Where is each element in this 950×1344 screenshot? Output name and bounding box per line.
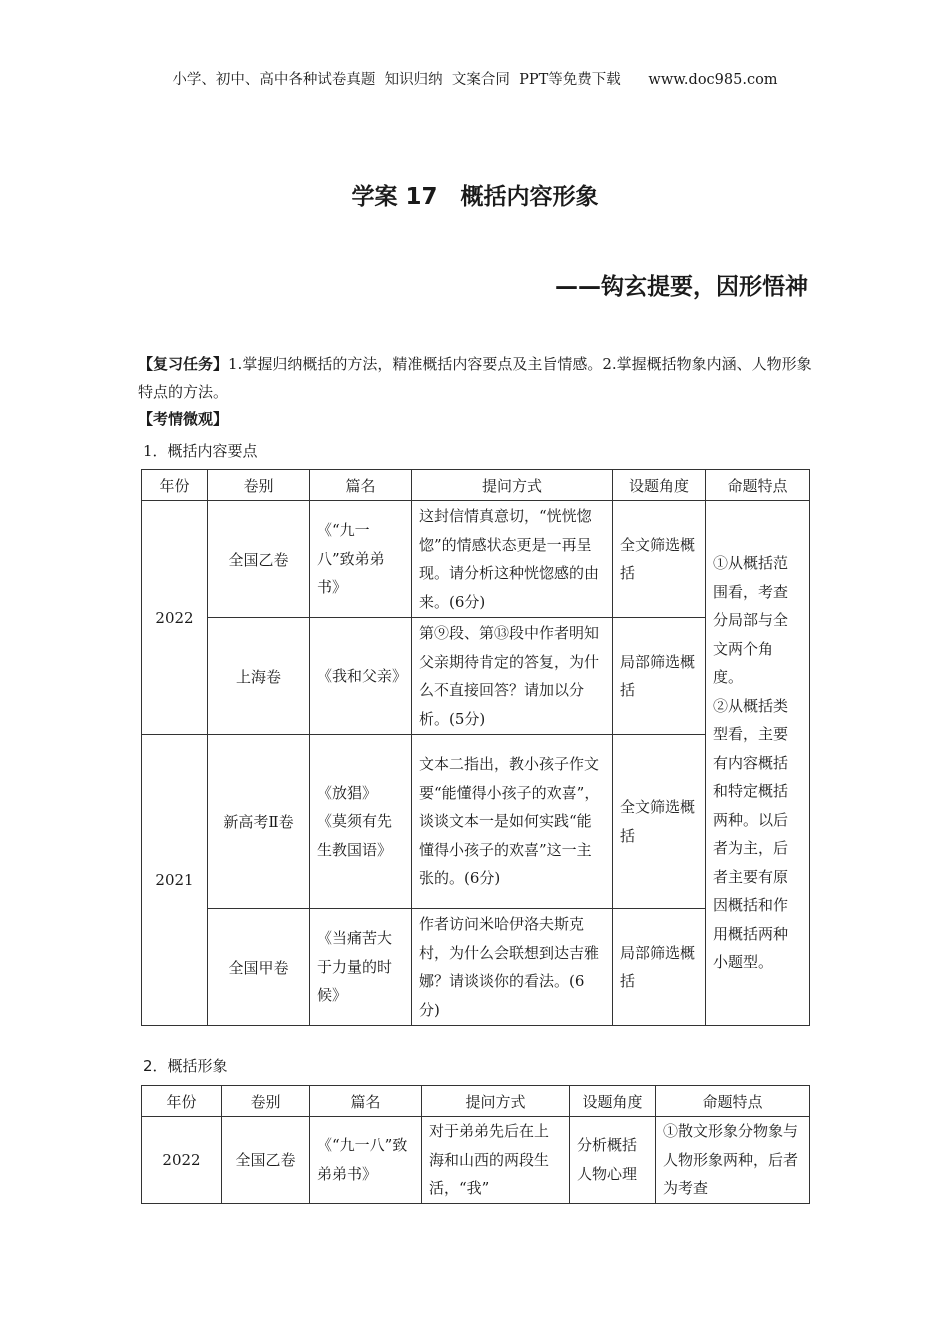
title-cell: 《“九一八”致弟弟书》 — [310, 501, 412, 618]
image-summary-table — [141, 1085, 810, 1204]
col-title: 篇名 — [310, 1086, 422, 1117]
paper-cell: 全国甲卷 — [208, 909, 310, 1026]
title-cell: 《放猖》 《莫须有先生教国语》 — [310, 735, 412, 909]
review-task-label: 【复习任务】 — [138, 355, 229, 373]
title-cell: 《当痛苦大于力量的时候》 — [310, 909, 412, 1026]
question-cell: 第⑨段、第⑬段中作者明知父亲期待肯定的答复，为什么不直接回答？请加以分析。(5分) — [412, 618, 613, 735]
question-cell: 这封信情真意切，“恍恍惚惚”的情感状态更是一再呈现。请分析这种恍惚感的由来。(6分) — [412, 501, 613, 618]
col-feature: 命题特点 — [656, 1086, 810, 1117]
question-cell: 作者访问米哈伊洛夫斯克村，为什么会联想到达吉雅娜？请谈谈你的看法。(6分) — [412, 909, 613, 1026]
page-subtitle: ——钩玄提要，因形悟神 — [555, 274, 808, 300]
section2-heading: 2．概括形象 — [143, 1057, 228, 1075]
angle-cell: 局部筛选概括 — [613, 909, 706, 1026]
paper-cell: 全国乙卷 — [208, 501, 310, 618]
col-paper: 卷别 — [208, 470, 310, 501]
angle-cell: 分析概括人物心理 — [570, 1117, 656, 1204]
table-header-row — [142, 470, 810, 501]
year-cell: 2021 — [142, 735, 208, 1026]
section1-heading: 1．概括内容要点 — [143, 442, 258, 460]
feature-cell: ①散文形象分物象与人物形象两种，后者为考查 — [656, 1117, 810, 1204]
col-question: 提问方式 — [422, 1086, 570, 1117]
review-task — [138, 350, 818, 406]
title-cell: 《“九一八”致弟弟书》 — [310, 1117, 422, 1204]
year-cell: 2022 — [142, 1117, 222, 1204]
col-angle: 设题角度 — [570, 1086, 656, 1117]
col-question: 提问方式 — [412, 470, 613, 501]
question-cell: 文本二指出，教小孩子作文要“能懂得小孩子的欢喜”，谈谈文本一是如何实践“能懂得小孩子的欢喜”这一主张的。(6分) — [412, 735, 613, 909]
feature-cell: ①从概括范围看，考查分局部与全文两个角度。 ②从概括类型看，主要有内容概括和特定概括两种。以后者为主，后者主要有原因概括和作用概括两种小题型。 — [706, 501, 810, 1026]
angle-cell: 全文筛选概括 — [613, 735, 706, 909]
angle-cell: 全文筛选概括 — [613, 501, 706, 618]
col-year: 年份 — [142, 1086, 222, 1117]
title-cell: 《我和父亲》 — [310, 618, 412, 735]
table-header-row — [142, 1086, 810, 1117]
col-angle: 设题角度 — [613, 470, 706, 501]
paper-cell: 上海卷 — [208, 618, 310, 735]
review-task-text: 1.掌握归纳概括的方法，精准概括内容要点及主旨情感。2.掌握概括物象内涵、人物形象特点的方法。 — [138, 355, 812, 401]
paper-cell: 新高考Ⅱ卷 — [208, 735, 310, 909]
angle-cell: 局部筛选概括 — [613, 618, 706, 735]
exam-overview-label: 【考情微观】 — [138, 410, 229, 428]
page-header: 小学、初中、高中各种试卷真题 知识归纳 文案合同 PPT等免费下载 www.doc985.com — [172, 72, 778, 88]
page-title: 学案 17 概括内容形象 — [351, 184, 599, 210]
content-points-table — [141, 469, 810, 1026]
table-row — [142, 1117, 810, 1204]
col-feature: 命题特点 — [706, 470, 810, 501]
paper-cell: 全国乙卷 — [222, 1117, 310, 1204]
year-cell: 2022 — [142, 501, 208, 735]
col-title: 篇名 — [310, 470, 412, 501]
question-cell: 对于弟弟先后在上海和山西的两段生活，“我” — [422, 1117, 570, 1204]
table-row — [142, 501, 810, 618]
col-paper: 卷别 — [222, 1086, 310, 1117]
col-year: 年份 — [142, 470, 208, 501]
